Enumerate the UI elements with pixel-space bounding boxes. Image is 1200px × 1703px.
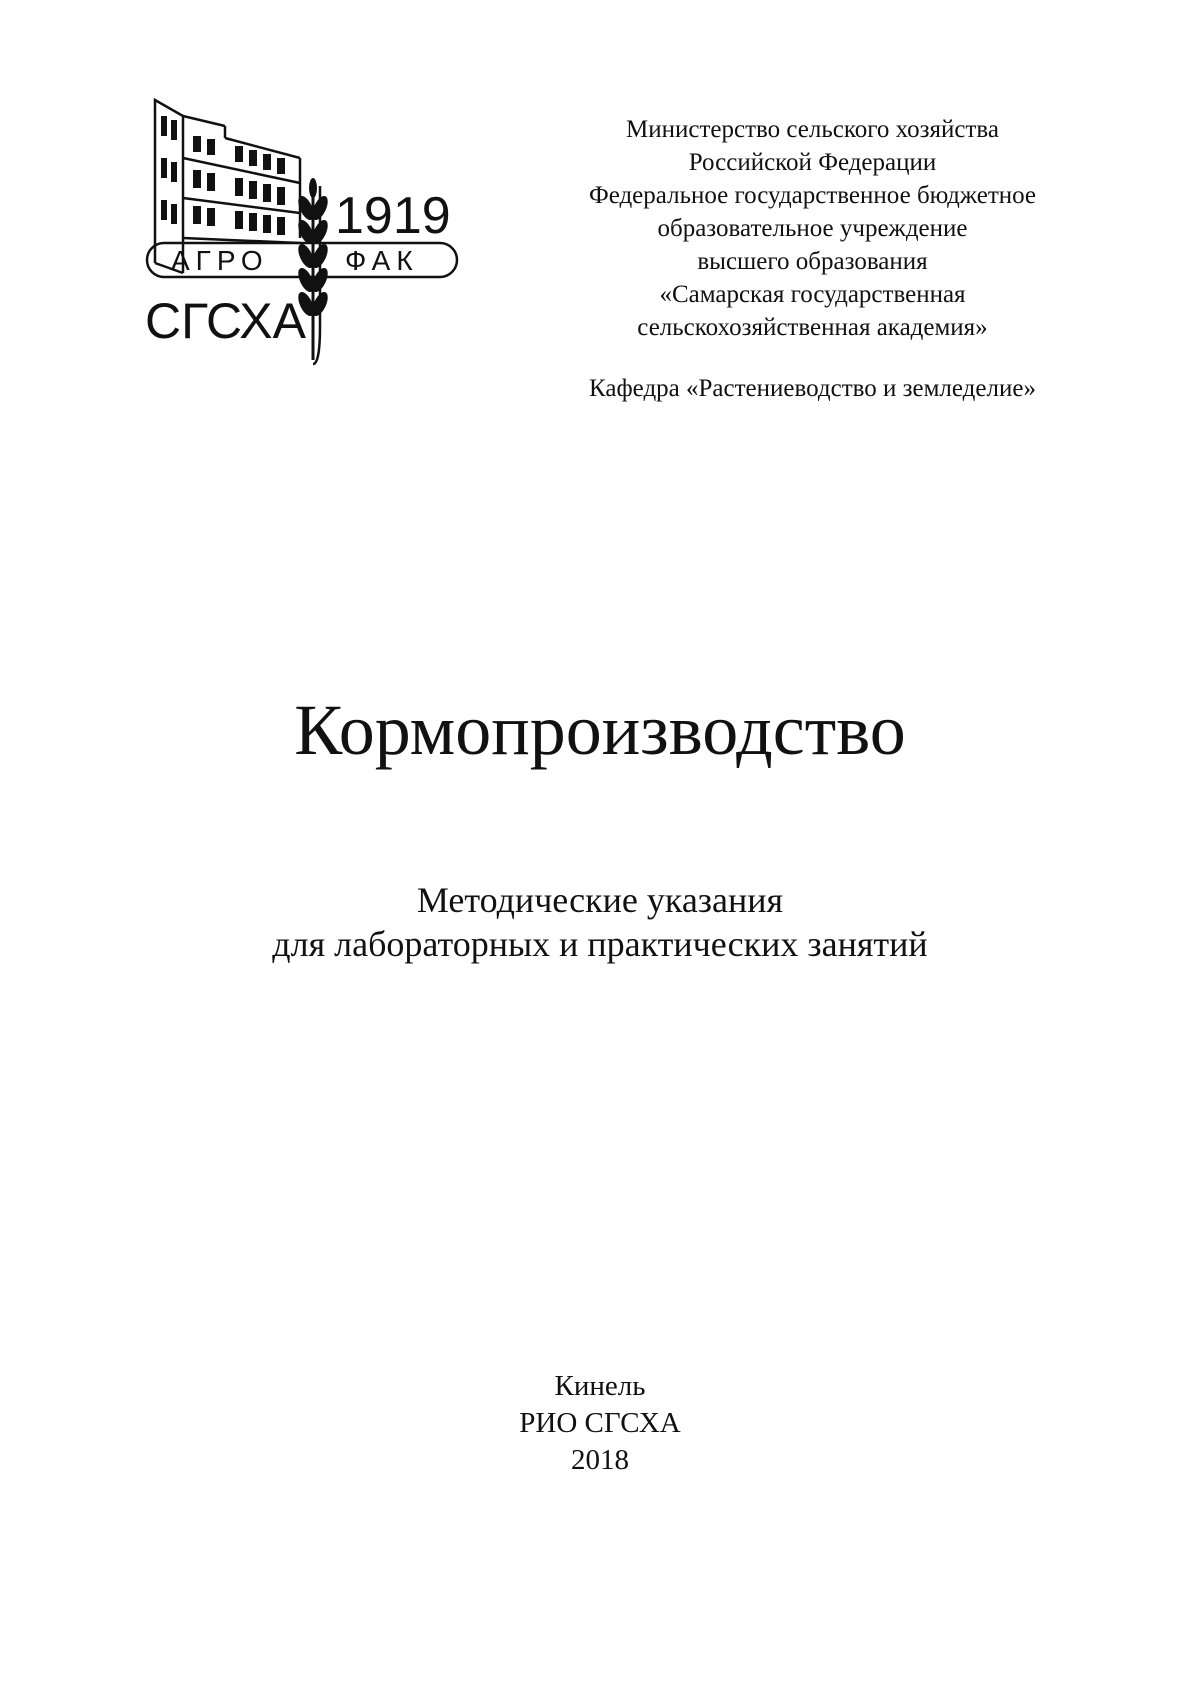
academy-logo [145, 98, 505, 398]
imprint [0, 1368, 1200, 1479]
subtitle-line-2: для лабораторных и практических занятий [272, 924, 928, 964]
header-line: высшего образования [697, 248, 928, 275]
logo-year: 1919 [335, 187, 451, 245]
imprint-publisher: РИО СГСХА [519, 1407, 681, 1439]
header-line: «Самарская государственная [659, 281, 966, 308]
header-line: сельскохозяйственная академия» [637, 314, 988, 341]
logo-abbreviation: СГСХА [145, 293, 306, 349]
academy-logo-graphic [145, 98, 505, 398]
header-line: образовательное учреждение [657, 215, 968, 242]
document-subtitle [0, 878, 1200, 966]
ministry-header [540, 113, 1085, 344]
header-line: Федеральное государственное бюджетное [588, 182, 1037, 209]
subtitle-line-1: Методические указания [416, 880, 784, 920]
logo-faculty-right: ФАК [345, 245, 419, 276]
document-title: Кормопроизводство [294, 690, 906, 770]
header-line: Министерство сельского хозяйства [625, 116, 999, 143]
imprint-year: 2018 [571, 1444, 629, 1476]
header-line: Российской Федерации [688, 149, 937, 176]
department-name: Кафедра «Растениеводство и земледелие» [589, 375, 1036, 402]
imprint-city: Кинель [554, 1370, 646, 1402]
logo-faculty-left: АГРО [171, 245, 269, 276]
